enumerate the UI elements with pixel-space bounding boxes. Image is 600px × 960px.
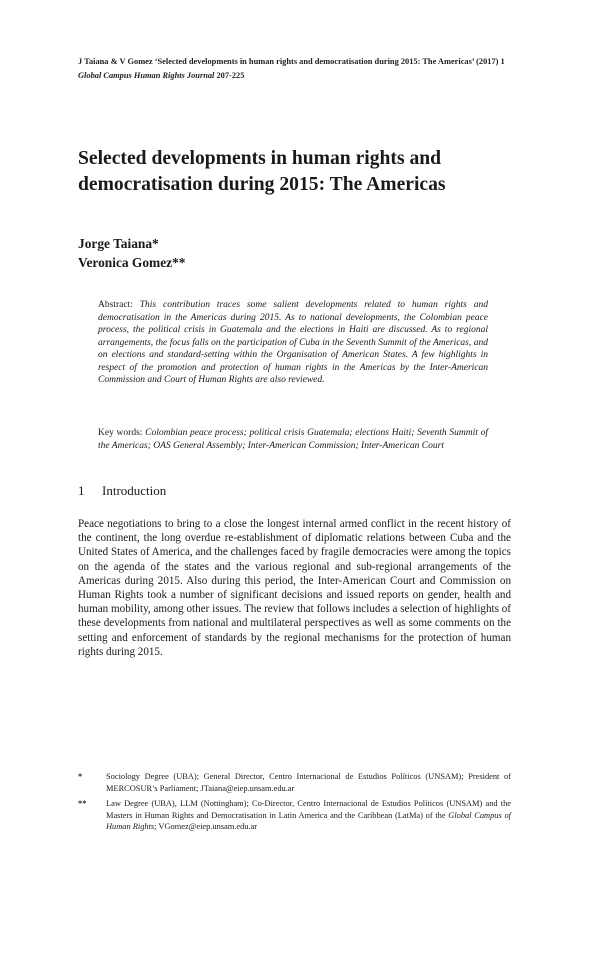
footnote: [78, 771, 511, 794]
author-list: [78, 234, 185, 272]
abstract: [98, 299, 488, 387]
footnote: [78, 798, 511, 833]
abstract-label: Abstract:: [98, 300, 133, 310]
footnote-italic: Global Campus of Human Rights: [106, 810, 511, 832]
intro-paragraph: Peace negotiations to bring to a close the longest internal armed conflict in the recent history of the continent, the long overdue re-establishment of diplomatic relations between Cuba and the United States of America, and the challenges faced by fragile democracies were among the topics on the agenda of the states and the various regional and sub-regional arrangements of the Americas during 2015. Also during this period, the Inter-American Court and Commission on Human Rights took a number of significant decisions and issued reports on gender, health and human mobility, among other issues. The review that follows includes a selection of highlights of these developments from national and multilateral perspectives as well as some comments on the setting and enforcement of standards by the regional mechanisms for the protection of human rights during 2015.: [78, 518, 511, 658]
footnote-text-start: Law Degree (UBA), LLM (Nottingham); Co-Director, Centro Internacional de Estudios Políticos (UNSAM) and the Masters in Human Rights and Democratisation in Latin America and the Caribbean (LatMa) of the: [106, 799, 511, 820]
keywords: [98, 427, 488, 452]
section-title: Introduction: [102, 483, 167, 498]
paper-title: Selected developments in human rights and democratisation during 2015: The Americas: [78, 148, 446, 195]
running-head: [78, 55, 513, 82]
keywords-text: Colombian peace process; political crisis Guatemala; elections Haiti; Seventh Summit of the Americas; OAS General Assembly; Inter-American Commission; Inter-American Court: [98, 428, 488, 451]
footnote-text: [106, 798, 511, 833]
author-name: Jorge Taiana*: [78, 236, 159, 251]
abstract-text: This contribution traces some salient developments related to human rights and democratisation in the Americas during 2015. As to national developments, the Colombian peace process, the political crisis in Guatemala and the elections in Haiti are discussed. As to regional arrangements, the focus falls on the participation of Cuba in the Seventh Summit of the Americas, and on elections and standard-setting within the Organisation of American States. A few highlights in respect of the promotion and protection of human rights in the Americas by the Inter-American Commission and Court of Human Rights are also reviewed.: [98, 300, 488, 385]
footnote-mark: **: [78, 799, 87, 809]
running-head-pages: 207-225: [214, 70, 245, 80]
footnote-text: Sociology Degree (UBA); General Director, Centro Internacional de Estudios Políticos (UNSAM); President of MERCOSUR’s Parliament; JTaiana@eiep.unsam.edu.ar: [106, 772, 511, 793]
section-heading: [78, 482, 166, 500]
section-number: 1: [78, 483, 85, 498]
footnotes: [78, 771, 511, 837]
keywords-label: Key words:: [98, 428, 143, 438]
footnote-text-end: ; VGomez@eiep.unsam.edu.ar: [154, 822, 258, 832]
running-head-citation: J Taiana & V Gomez ‘Selected developments in human rights and democratisation during 2015: The Americas’ (2017) 1: [78, 57, 505, 66]
running-head-journal: Global Campus Human Rights Journal: [78, 70, 215, 80]
footnote-mark: *: [78, 772, 83, 781]
author-name: Veronica Gomez**: [78, 255, 186, 270]
